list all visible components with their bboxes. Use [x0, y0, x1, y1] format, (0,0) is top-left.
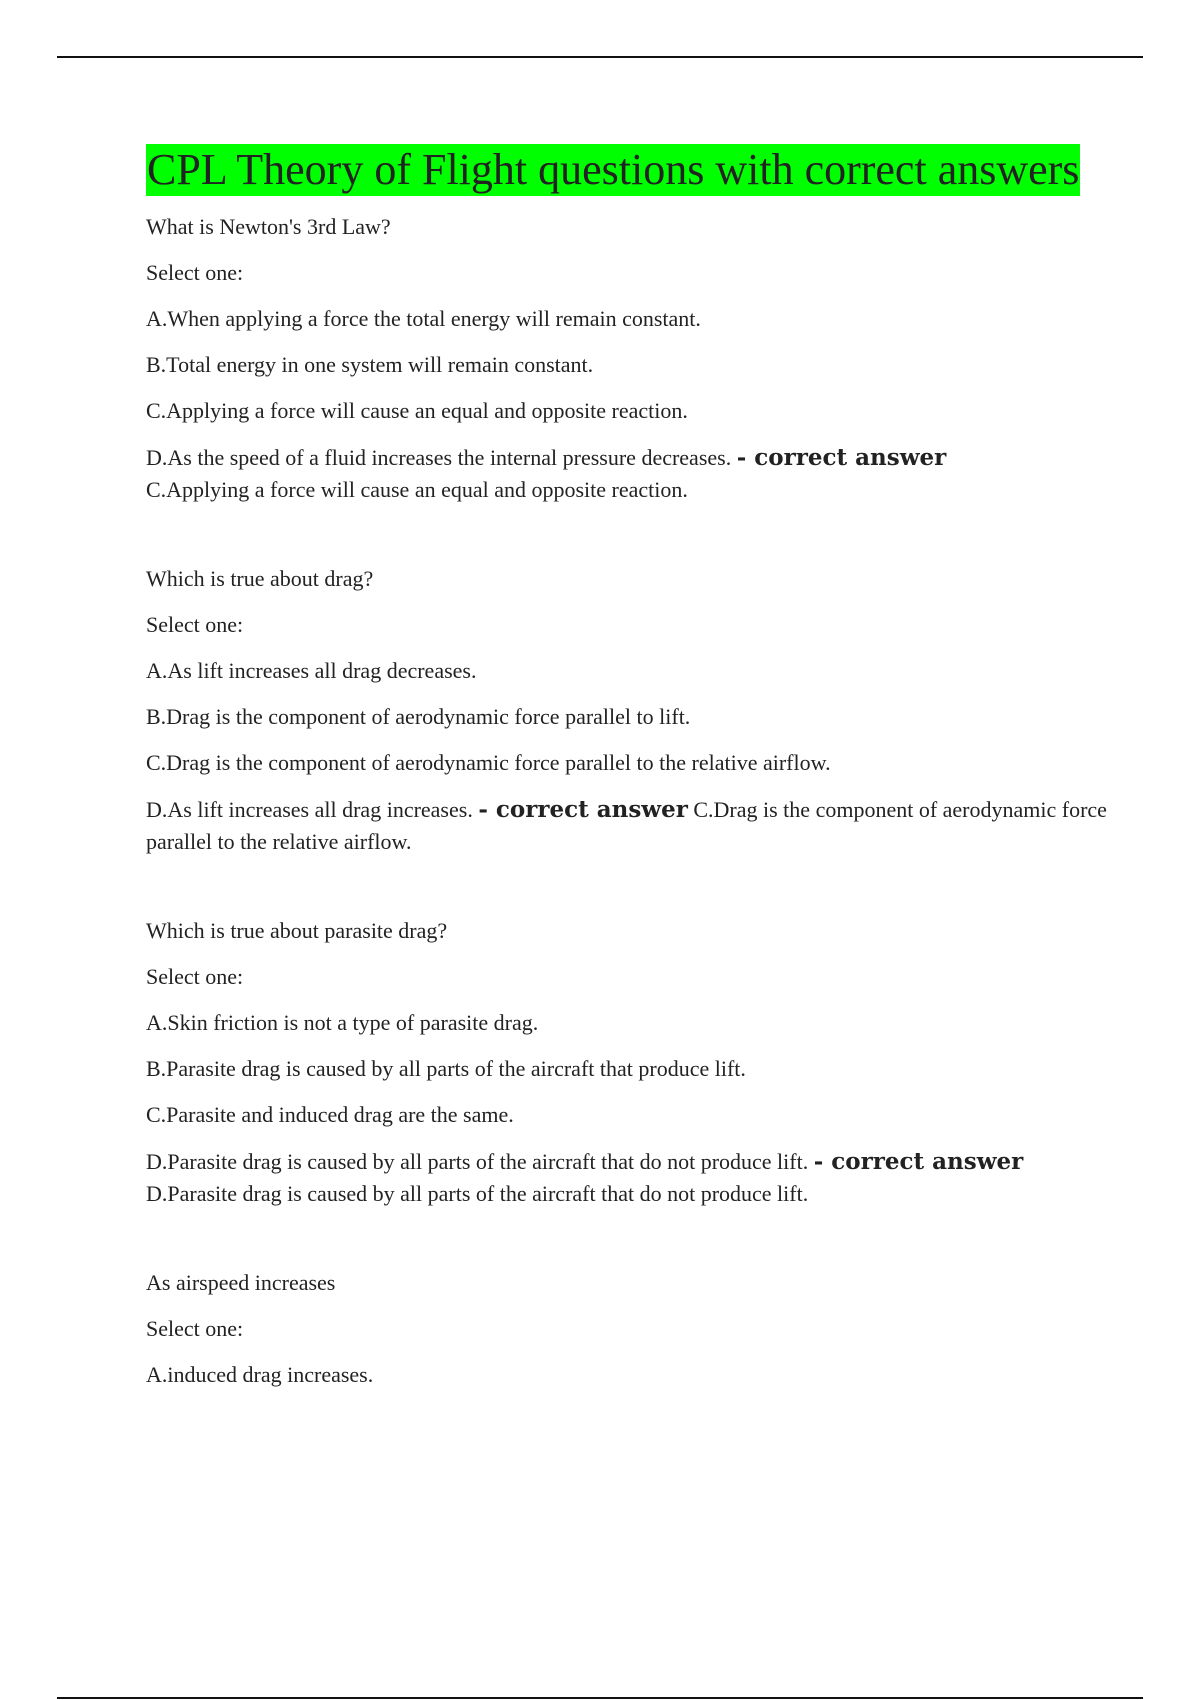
question-text: As airspeed increases: [146, 1270, 336, 1295]
option-a: A.As lift increases all drag decreases.: [146, 658, 477, 683]
option-c: C.Parasite and induced drag are the same.: [146, 1102, 514, 1127]
correct-answer-marker: - correct answer: [736, 444, 947, 471]
correct-answer-marker: - correct answer: [813, 1148, 1024, 1175]
option-d-with-answer: [146, 442, 1116, 506]
top-rule: [57, 56, 1143, 58]
select-prompt: Select one:: [146, 964, 244, 989]
option-b: B.Total energy in one system will remain constant.: [146, 352, 594, 377]
option-a: A.Skin friction is not a type of parasite drag.: [146, 1010, 539, 1035]
option-a: A.induced drag increases.: [146, 1362, 374, 1387]
correct-answer-text: D.Parasite drag is caused by all parts of the aircraft that do not produce lift.: [146, 1181, 809, 1206]
question-block-1: [146, 212, 1116, 506]
document-title: CPL Theory of Flight questions with correct answers: [147, 145, 1080, 194]
correct-answer-text: C.Drag is the component of aerodynamic force parallel to the relative airflow.: [146, 797, 1107, 854]
question-text: Which is true about drag?: [146, 566, 374, 591]
bottom-rule: [57, 1697, 1143, 1699]
option-b: B.Drag is the component of aerodynamic force parallel to lift.: [146, 704, 691, 729]
question-block-2: [146, 564, 1116, 858]
option-c: C.Applying a force will cause an equal and opposite reaction.: [146, 398, 688, 423]
question-text: Which is true about parasite drag?: [146, 918, 448, 943]
question-block-3: [146, 916, 1116, 1210]
document-page: [146, 144, 1116, 1406]
option-a: A.When applying a force the total energy will remain constant.: [146, 306, 701, 331]
select-prompt: Select one:: [146, 260, 244, 285]
question-text: What is Newton's 3rd Law?: [146, 214, 391, 239]
correct-answer-marker: - correct answer: [478, 796, 688, 823]
select-prompt: Select one:: [146, 612, 244, 637]
correct-answer-text: C.Applying a force will cause an equal and opposite reaction.: [146, 477, 688, 502]
option-d: D.As the speed of a fluid increases the internal pressure decreases.: [146, 445, 732, 470]
option-d: D.Parasite drag is caused by all parts of the aircraft that do not produce lift.: [146, 1149, 809, 1174]
option-d: D.As lift increases all drag increases.: [146, 797, 473, 822]
option-d-with-answer: [146, 1146, 1116, 1210]
select-prompt: Select one:: [146, 1316, 244, 1341]
option-d-with-answer: [146, 794, 1116, 858]
question-block-4: [146, 1268, 1116, 1390]
option-c: C.Drag is the component of aerodynamic force parallel to the relative airflow.: [146, 750, 831, 775]
option-b: B.Parasite drag is caused by all parts of the aircraft that produce lift.: [146, 1056, 746, 1081]
